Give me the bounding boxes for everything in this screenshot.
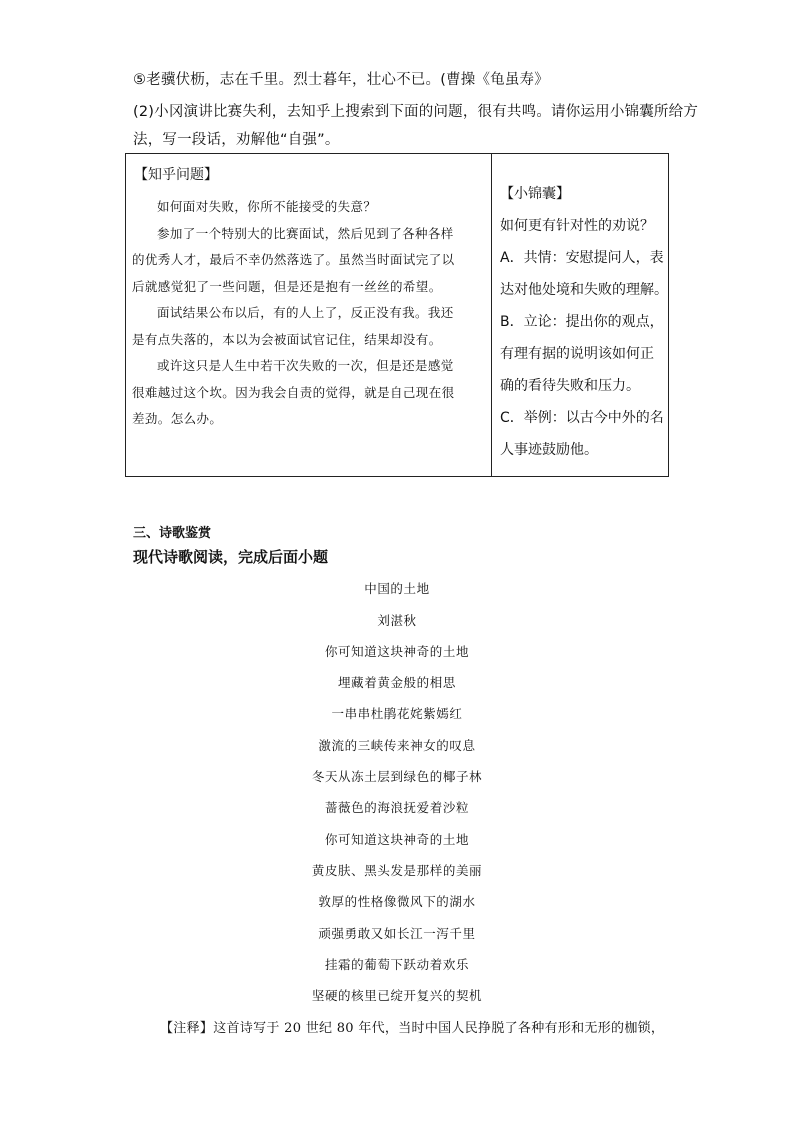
poem-line: 冬天从冻土层到绿色的椰子林	[311, 769, 483, 784]
zhihu-body	[132, 194, 484, 433]
zhihu-para2-line2: 是有点失落的，本以为会被面试官记住，结果却没有。	[132, 331, 442, 347]
tips-body	[500, 178, 668, 466]
poem-line: 蔷薇色的海浪抚爱着沙粒	[324, 800, 470, 815]
tips-line: 确的看待失败和压力。	[500, 378, 640, 394]
zhihu-question: 如何面对失败，你所不能接受的失意？	[157, 199, 377, 214]
poem-line: 黄皮肤、黑头发是那样的美丽	[311, 863, 483, 878]
poem-line: 埋藏着黄金般的相思	[338, 675, 456, 690]
tips-line: B．立论：提出你的观点，	[500, 314, 664, 330]
section-heading: 三、诗歌鉴赏	[133, 526, 212, 541]
tips-line: C．举例：以古今中外的名	[500, 410, 664, 426]
poem-line: 你可知道这块神奇的土地	[324, 644, 470, 659]
question-line-1: (2)小冈演讲比赛失利，去知乎上搜索到下面的问题，很有共鸣。请你运用小锦囊所给方	[133, 104, 699, 120]
tips-line: 达对他处境和失败的理解。	[500, 282, 668, 298]
zhihu-para3-line3: 差劲。怎么办。	[132, 411, 223, 426]
poem-line: 挂霜的葡萄下跃动着欢乐	[324, 957, 470, 972]
zhihu-para3-line2: 很难越过这个坎。因为我会自责的觉得，就是自己现在很	[132, 384, 455, 400]
tips-line: 人事迹鼓励他。	[500, 442, 598, 458]
tips-cell	[492, 154, 669, 477]
zhihu-para2-line1: 面试结果公布以后，有的人上了，反正没有我。我还	[157, 305, 454, 320]
poem-line: 激流的三峡传来神女的叹息	[318, 738, 476, 753]
zhihu-title: 【知乎问题】	[134, 167, 218, 183]
note-line: 【注释】这首诗写于 20 世纪 80 年代，当时中国人民挣脱了各种有形和无形的枷锁，	[160, 1021, 665, 1036]
poem-line: 你可知道这块神奇的土地	[324, 832, 470, 847]
zhihu-para1-line3: 后就感觉犯了一些问题，但是还是抱有一丝丝的希望。	[132, 278, 442, 294]
tips-line: A．共情：安慰提问人，表	[500, 250, 664, 266]
zhihu-cell	[126, 154, 492, 477]
poem-line: 一串串杜鹃花姹紫嫣红	[331, 706, 463, 721]
question-line-2: 法，写一段话，劝解他“自强”。	[133, 132, 340, 148]
poem-title: 中国的土地	[364, 581, 430, 596]
zhihu-para3-line1: 或许这只是人生中若干次失败的一次，但是还是感觉	[157, 358, 454, 373]
poem-author: 刘湛秋	[377, 613, 417, 628]
tips-line: 有理有据的说明该如何正	[500, 346, 654, 362]
section-subheading: 现代诗歌阅读，完成后面小题	[133, 548, 329, 566]
material-table	[125, 153, 669, 477]
tips-title: 【小锦囊】	[500, 186, 570, 202]
quote-line: ⑤老骥伏枥，志在千里。烈士暮年，壮心不已。(曹操《龟虽寿》	[133, 72, 549, 88]
poem-line: 顽强勇敢又如长江一泻千里	[318, 926, 476, 941]
tips-line: 如何更有针对性的劝说？	[500, 218, 654, 234]
zhihu-para1-line1: 参加了一个特别大的比赛面试，然后见到了各种各样	[157, 225, 454, 241]
zhihu-para1-line2: 的优秀人才，最后不幸仍然落选了。虽然当时面试完了以	[132, 252, 455, 267]
poem-line: 敦厚的性格像微风下的湖水	[318, 894, 476, 909]
poem-line: 坚硬的核里已绽开复兴的契机	[311, 988, 483, 1003]
